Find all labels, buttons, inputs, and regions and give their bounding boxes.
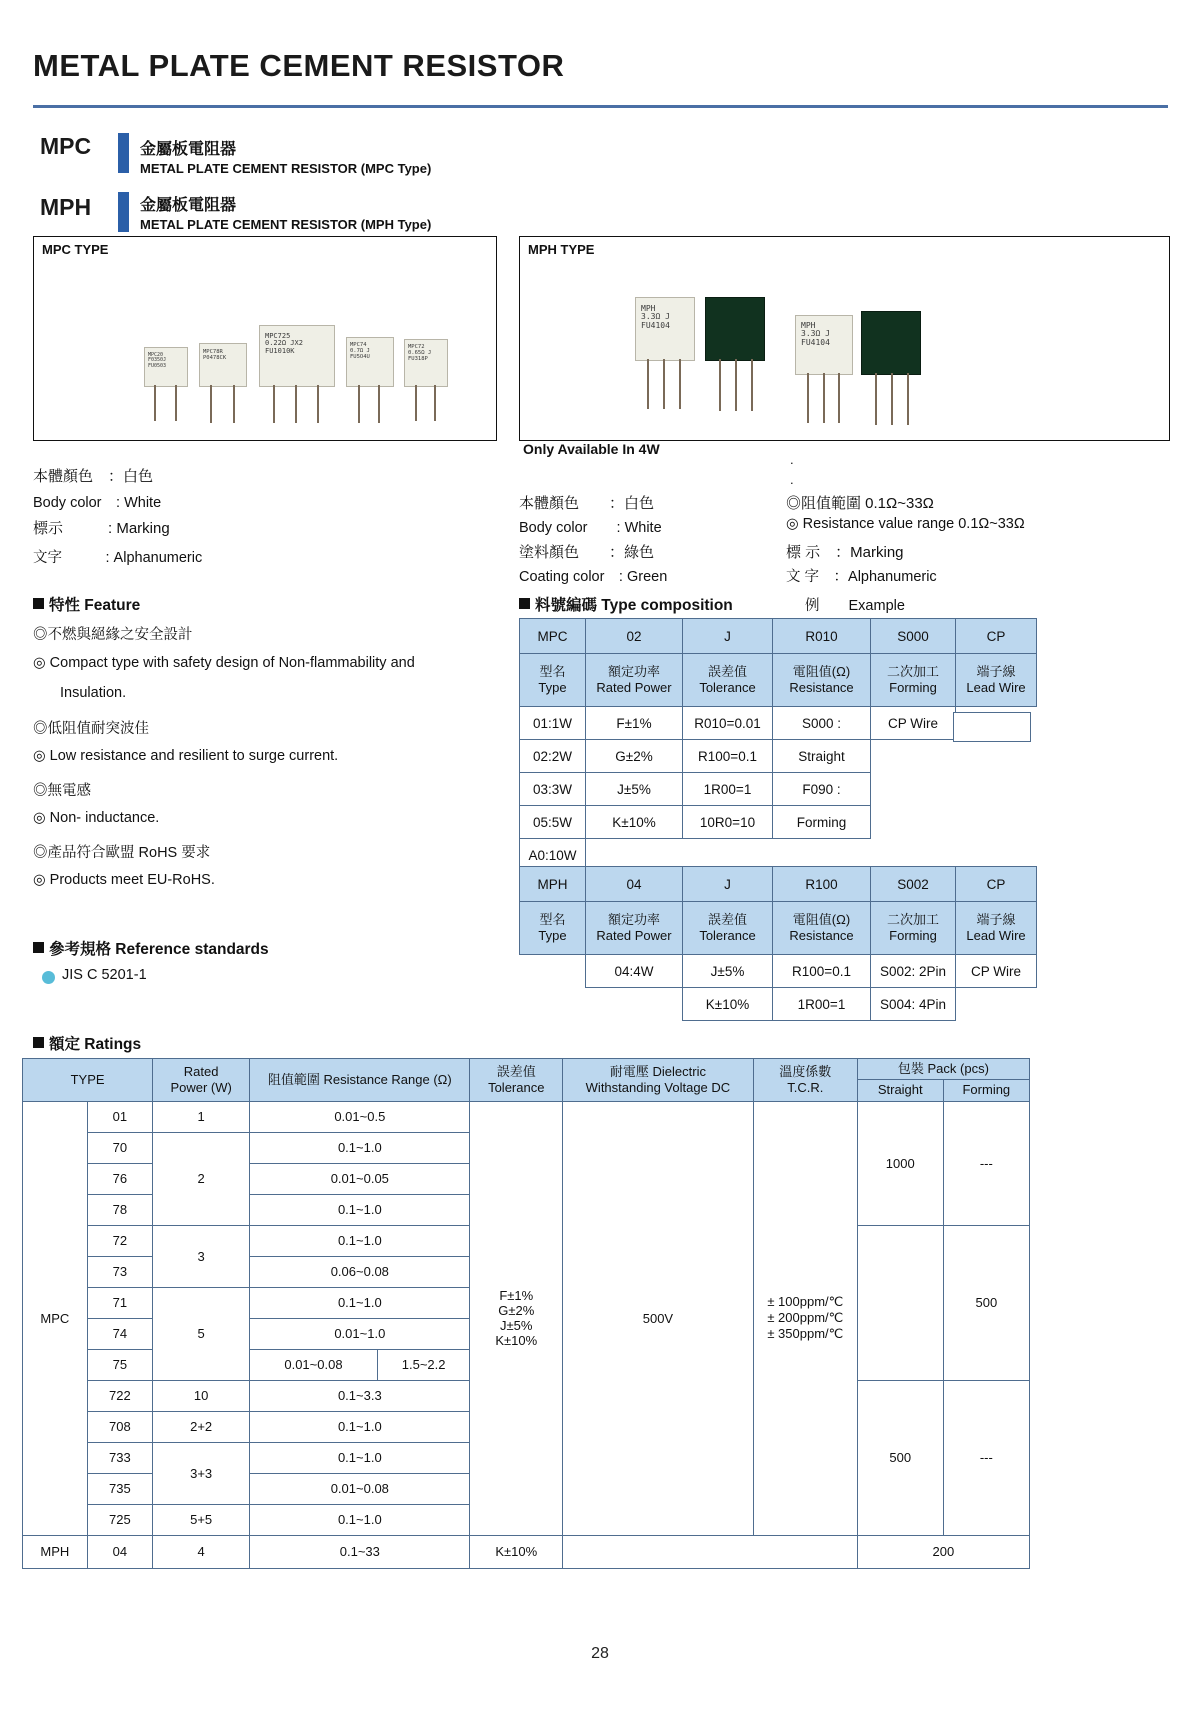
cell-empty: [520, 988, 586, 1021]
resistor-part: MPH 3.3Ω J FU4104: [795, 315, 851, 373]
cell-pack-forming-bottom: ---: [943, 1380, 1029, 1535]
cell: 1R00=1: [683, 773, 773, 806]
ratings-table: [22, 1058, 1030, 1569]
resistor-part: MPC20 F0350J FU0503: [144, 347, 186, 385]
cell: CP: [956, 867, 1037, 902]
mph-spec-right-1: ◎阻值範圍 0.1Ω~33Ω: [786, 495, 934, 512]
header-tolerance: 誤差值 Tolerance: [470, 1059, 563, 1102]
type-composition-heading-text: 料號編碼 Type composition: [535, 597, 733, 614]
cell-type: 708: [87, 1411, 152, 1442]
feature-heading-text: 特性 Feature: [49, 597, 141, 614]
cell: S002: [871, 867, 956, 902]
cell: R010: [773, 619, 871, 654]
table-row: [520, 654, 1037, 707]
product-cn-mpc: 金屬板電阻器: [140, 141, 237, 158]
feature-item: ◎不燃與絕緣之安全設計: [33, 627, 193, 643]
cell-power: 4: [153, 1535, 250, 1568]
cell-range: 0.06~0.08: [250, 1256, 470, 1287]
cell-type: 78: [87, 1194, 152, 1225]
cell-power: 5+5: [153, 1504, 250, 1535]
cell: G±2%: [586, 740, 683, 773]
cell-range: 0.1~1.0: [250, 1442, 470, 1473]
mph-spec-left-4: Coating color : Green: [519, 569, 668, 585]
cell-type: 73: [87, 1256, 152, 1287]
cell: 電阻值(Ω) Resistance: [773, 654, 871, 707]
title-divider: [33, 105, 1168, 108]
cell-cp-wire-mpc: [953, 712, 1031, 742]
cell: K±10%: [683, 988, 773, 1021]
cell: S004: 4Pin: [871, 988, 956, 1021]
cell-type: 76: [87, 1163, 152, 1194]
cell-range: 0.01~0.08: [250, 1349, 378, 1380]
cell-empty: [956, 740, 1037, 773]
header-tcr: 溫度係數 T.C.R.: [753, 1059, 857, 1102]
cell: 型名 Type: [520, 902, 586, 955]
feature-heading: [33, 593, 140, 615]
table-row: [520, 806, 1037, 839]
feature-item: ◎產品符合歐盟 RoHS 要求: [33, 845, 211, 861]
cell-pack-straight-bottom: 500: [857, 1380, 943, 1535]
cell: R100: [773, 867, 871, 902]
ratings-heading: [33, 1032, 141, 1054]
photo-panel-mpc: [33, 236, 497, 441]
feature-item: ◎ Low resistance and resilient to surge current.: [33, 748, 339, 764]
cell-range: 0.1~1.0: [250, 1132, 470, 1163]
cell-power: 3+3: [153, 1442, 250, 1504]
cell: CP Wire: [956, 955, 1037, 988]
cell-type: 01: [87, 1101, 152, 1132]
table-header-row: [23, 1059, 1030, 1080]
cell-type: 04: [87, 1535, 152, 1568]
reference-standards-heading: [33, 937, 269, 959]
table-row: [520, 773, 1037, 806]
feature-item: ◎無電感: [33, 783, 91, 799]
bullet-square-icon: [519, 598, 530, 609]
table-row: [520, 955, 1037, 988]
mph-availability-note: Only Available In 4W: [523, 441, 660, 457]
cell: 03:3W: [520, 773, 586, 806]
cell: A0:10W: [520, 839, 586, 872]
cell-tolerance: F±1% G±2% J±5% K±10%: [470, 1101, 563, 1535]
mph-spec-left-3: 塗料顏色 ：綠色: [519, 544, 655, 561]
cell-empty: [871, 806, 956, 839]
cell-type: 74: [87, 1318, 152, 1349]
cell-type: 75: [87, 1349, 152, 1380]
mph-spec-right-2: ◎ Resistance value range 0.1Ω~33Ω: [786, 516, 1025, 532]
cell-range: 0.01~0.5: [250, 1101, 470, 1132]
cell-power: 2+2: [153, 1411, 250, 1442]
cell: MPC: [520, 619, 586, 654]
product-code-mpc: MPC: [40, 133, 92, 159]
page-title: METAL PLATE CEMENT RESISTOR: [33, 48, 565, 83]
feature-item: ◎低阻值耐突波佳: [33, 721, 149, 737]
cell: F±1%: [586, 707, 683, 740]
cell-power: 3: [153, 1225, 250, 1287]
resistor-part: MPC74 0.7Ω J FU5O4U: [346, 337, 392, 385]
cell: 02:2W: [520, 740, 586, 773]
cell-power: 5: [153, 1287, 250, 1380]
table-row: [23, 1535, 1030, 1568]
type-composition-heading: [519, 593, 733, 615]
reference-standards-heading-text: 參考規格 Reference standards: [49, 941, 269, 958]
mpc-spec-line-1: 本體顏色 ：白色: [33, 468, 154, 485]
cell-tolerance: K±10%: [470, 1535, 563, 1568]
cell: R100=0.1: [683, 740, 773, 773]
photo-caption-mph: MPH TYPE: [528, 242, 595, 257]
table-row: [520, 867, 1037, 902]
resistor-part: MPC78R P0478CK: [199, 343, 245, 385]
cell-type: 733: [87, 1442, 152, 1473]
cell-range: 0.1~1.0: [250, 1411, 470, 1442]
cell-tcr: ± 100ppm/℃ ± 200ppm/℃ ± 350ppm/℃: [753, 1101, 857, 1535]
cell: 誤差值 Tolerance: [683, 902, 773, 955]
table-row: [520, 902, 1037, 955]
cell-power: 1: [153, 1101, 250, 1132]
cell: S002: 2Pin: [871, 955, 956, 988]
mph-spec-right-3: 標 示 ：Marking: [786, 544, 904, 561]
cell-range-2: 1.5~2.2: [377, 1349, 470, 1380]
feature-item: ◎ Compact type with safety design of Non-flammability and: [33, 655, 415, 671]
cell: CP Wire: [871, 707, 956, 740]
cell: S000: [871, 619, 956, 654]
dot-mark-2: .: [790, 472, 794, 487]
cell: 電阻值(Ω) Resistance: [773, 902, 871, 955]
cell-pack-forming-mid: 500: [943, 1225, 1029, 1380]
row-label-mph: MPH: [23, 1535, 88, 1568]
cell: 誤差值 Tolerance: [683, 654, 773, 707]
cell: MPH: [520, 867, 586, 902]
cell-pack-straight-top: 1000: [857, 1101, 943, 1225]
cell-range: 0.1~1.0: [250, 1504, 470, 1535]
table-row: [520, 619, 1037, 654]
header-pack-straight: Straight: [857, 1080, 943, 1101]
resistor-part: MPH 3.3Ω J FU4104: [635, 297, 693, 359]
cell-pack: 200: [857, 1535, 1029, 1568]
cell: 01:1W: [520, 707, 586, 740]
cell-type: 725: [87, 1504, 152, 1535]
cell: R010=0.01: [683, 707, 773, 740]
photo-panel-mph: [519, 236, 1170, 441]
mpc-spec-line-3: 標示 : Marking: [33, 520, 170, 537]
cell: J: [683, 867, 773, 902]
cell-blank: [563, 1535, 858, 1568]
cell-type: 70: [87, 1132, 152, 1163]
cell: 端子線 Lead Wire: [956, 654, 1037, 707]
cell: CP: [956, 619, 1037, 654]
cell: R100=0.1: [773, 955, 871, 988]
header-rated-power: Rated Power (W): [153, 1059, 250, 1102]
header-pack: 包裝 Pack (pcs): [857, 1059, 1029, 1080]
product-en-mph: METAL PLATE CEMENT RESISTOR (MPH Type): [140, 217, 432, 232]
cell: J±5%: [586, 773, 683, 806]
cell-type: 722: [87, 1380, 152, 1411]
mpc-photo-group: [84, 295, 464, 405]
resistor-part-green: [861, 311, 919, 373]
cell-type: 72: [87, 1225, 152, 1256]
product-en-mpc: METAL PLATE CEMENT RESISTOR (MPC Type): [140, 161, 432, 176]
cell: S000 :: [773, 707, 871, 740]
cell-pack-straight-mid: [857, 1225, 943, 1380]
row-label-mpc: MPC: [23, 1101, 88, 1535]
mpc-spec-line-2: Body color : White: [33, 495, 162, 511]
standard-item: JIS C 5201-1: [62, 967, 147, 983]
mph-spec-left-1: 本體顏色 ：白色: [519, 495, 655, 512]
cell-type: 71: [87, 1287, 152, 1318]
resistor-part: MPC72 0.65Ω J FU318P: [404, 339, 446, 385]
feature-item: Insulation.: [60, 685, 127, 701]
mpc-spec-line-4: 文字 : Alphanumeric: [33, 550, 203, 566]
cell: Straight: [773, 740, 871, 773]
cell-empty: [871, 740, 956, 773]
header-resistance-range: 阻值範圍 Resistance Range (Ω): [250, 1059, 470, 1102]
cell: 1R00=1: [773, 988, 871, 1021]
cell-empty: [871, 773, 956, 806]
bullet-square-icon: [33, 598, 44, 609]
cell-empty: [956, 988, 1037, 1021]
cell: 10R0=10: [683, 806, 773, 839]
mph-spec-left-2: Body color : White: [519, 520, 662, 536]
cell-power: 2: [153, 1132, 250, 1225]
cell: 額定功率 Rated Power: [586, 654, 683, 707]
page-number: 28: [591, 1645, 609, 1662]
bullet-square-icon: [33, 942, 44, 953]
cell-range: 0.01~0.05: [250, 1163, 470, 1194]
table-row: [520, 740, 1037, 773]
cell: 04:4W: [586, 955, 683, 988]
cell-range: 0.1~1.0: [250, 1225, 470, 1256]
header-dielectric: 耐電壓 Dielectric Withstanding Voltage DC: [563, 1059, 754, 1102]
header-pack-forming: Forming: [943, 1080, 1029, 1101]
cell: Forming: [773, 806, 871, 839]
cell: 端子線 Lead Wire: [956, 902, 1037, 955]
mph-photo-group: [615, 267, 955, 432]
standard-bullet-icon: [42, 971, 55, 984]
cell: 二次加工 Forming: [871, 902, 956, 955]
resistor-part-green: [705, 297, 763, 359]
cell: K±10%: [586, 806, 683, 839]
cell-empty: [586, 988, 683, 1021]
type-composition-table-mph: [519, 866, 1037, 1021]
cell-range: 0.1~33: [250, 1535, 470, 1568]
type-composition-example-label: 例 Example: [805, 598, 905, 614]
type-composition-table-mpc: [519, 618, 1037, 872]
product-code-mph: MPH: [40, 194, 92, 220]
header-type: TYPE: [23, 1059, 153, 1102]
cell: 04: [586, 867, 683, 902]
cell-type: 735: [87, 1473, 152, 1504]
product-bar-mpc: [118, 133, 129, 173]
dot-mark-1: .: [790, 452, 794, 467]
product-cn-mph: 金屬板電阻器: [140, 197, 237, 214]
cell: F090 :: [773, 773, 871, 806]
cell-range: 0.1~1.0: [250, 1194, 470, 1225]
cell-range: 0.01~0.08: [250, 1473, 470, 1504]
cell-range: 0.1~1.0: [250, 1287, 470, 1318]
cell: 05:5W: [520, 806, 586, 839]
table-row: [23, 1101, 1030, 1132]
cell: 型名 Type: [520, 654, 586, 707]
cell-empty: [956, 773, 1037, 806]
cell: J±5%: [683, 955, 773, 988]
cell-range: 0.1~3.3: [250, 1380, 470, 1411]
cell: 02: [586, 619, 683, 654]
cell: J: [683, 619, 773, 654]
cell: 二次加工 Forming: [871, 654, 956, 707]
bullet-square-icon: [33, 1037, 44, 1048]
table-row: [520, 988, 1037, 1021]
cell: 額定功率 Rated Power: [586, 902, 683, 955]
feature-item: ◎ Non- inductance.: [33, 810, 160, 826]
photo-caption-mpc: MPC TYPE: [42, 242, 109, 257]
cell-empty: [520, 955, 586, 988]
cell-empty: [956, 806, 1037, 839]
resistor-part: MPC725 0.22Ω JX2 FU1010K: [259, 325, 333, 385]
feature-item: ◎ Products meet EU-RoHS.: [33, 872, 215, 888]
product-bar-mph: [118, 192, 129, 232]
cell-pack-forming-top: ---: [943, 1101, 1029, 1225]
cell-range: 0.01~1.0: [250, 1318, 470, 1349]
cell-power: 10: [153, 1380, 250, 1411]
cell-dielectric: 500V: [563, 1101, 754, 1535]
ratings-heading-text: 額定 Ratings: [49, 1036, 142, 1053]
mph-spec-right-4: 文 字 ：Alphanumeric: [786, 569, 937, 585]
